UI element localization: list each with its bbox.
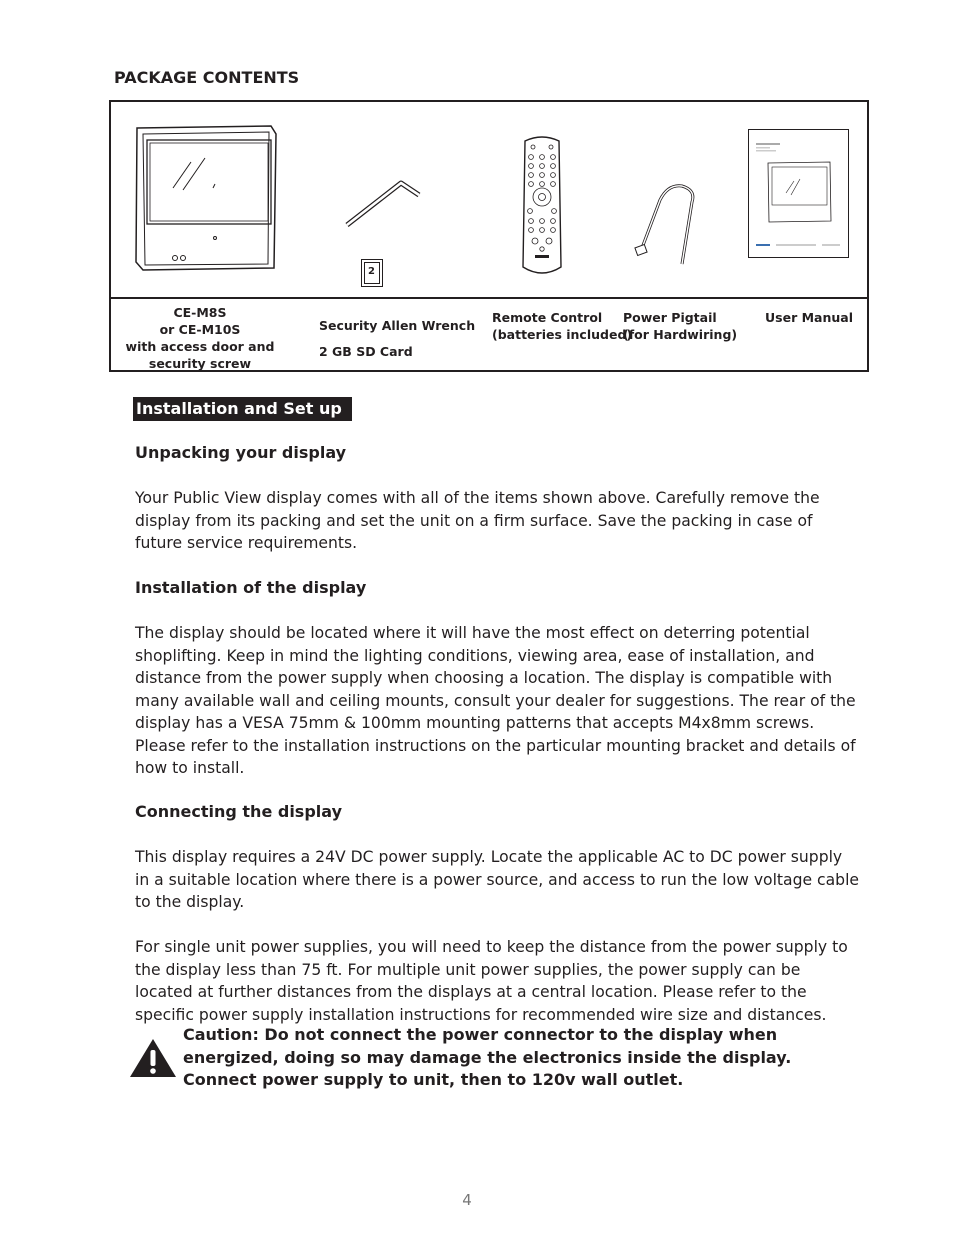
heading-unpacking: Unpacking your display [135,443,347,462]
allen-wrench-illustration [343,177,423,232]
caption-line: with access door and [125,339,275,354]
caption-power-pigtail [623,309,737,343]
heading-connecting: Connecting the display [135,802,342,821]
caption-line: (for Hardwiring) [623,327,738,342]
section-title: Installation and Set up [133,397,352,421]
caption-line: CE-M8S [173,305,227,320]
caption-line: security screw [148,356,252,371]
paragraph-connecting: This display requires a 24V DC power supply. Locate the applicable AC to DC power supply in a suitable location where there is a power source, and access to run the low voltage cable to the display. [135,848,859,911]
sd-card-illustration [361,259,383,287]
package-contents-box [109,100,869,372]
warning-icon [129,1037,177,1079]
caption-user-manual: User Manual [765,310,853,325]
heading-installation: Installation of the display [135,578,367,597]
paragraph-power-supplies: For single unit power supplies, you will need to keep the distance from the power supply to the display less than 75 ft. For multiple unit power supplies, the power supply can be located at further distances from the displays at a central location. Please refer to the specific power supply installation instructions for recommended wire size and distances. [135,938,848,1024]
remote-control-illustration [519,135,565,277]
caption-allen-wrench: Security Allen Wrench [319,318,476,333]
sd-card-label: 2 [368,266,375,277]
power-pigtail-illustration [632,180,704,268]
package-contents-title: PACKAGE CONTENTS [114,68,300,87]
package-divider [111,297,867,299]
caption-line: Power Pigtail [623,310,717,325]
caption-line: or CE-M10S [159,322,241,337]
display-illustration [133,122,279,274]
paragraph-unpacking: Your Public View display comes with all of the items shown above. Carefully remove the display from its packing and set the unit on a firm surface. Save the packing in case of future service requirements. [135,489,820,552]
paragraph-installation: The display should be located where it will have the most effect on deterring potential shoplifting. Keep in mind the lighting conditions, viewing area, ease of installation, and distance from the power supply when choosing a location. The display is compatible with many available wall and ceiling mounts, consult your dealer for suggestions. The rear of the display has a VESA 75mm & 100mm mounting patterns that accepts M4x8mm screws. Please refer to the installation instructions on the particular mounting bracket and details of how to install. [135,624,856,777]
page-number: 4 [462,1191,472,1209]
caption-line: (batteries included) [492,327,633,342]
caption-sd-card: 2 GB SD Card [319,344,413,359]
caption-remote-control [492,309,632,343]
user-manual-illustration [748,129,849,258]
caution-text: Caution: Do not connect the power connector to the display when energized, doing so may damage the electronics inside the display. Connect power supply to unit, then to 120v wall outlet. [183,1025,792,1089]
caption-line: Remote Control [492,310,603,325]
caption-display [125,304,275,372]
